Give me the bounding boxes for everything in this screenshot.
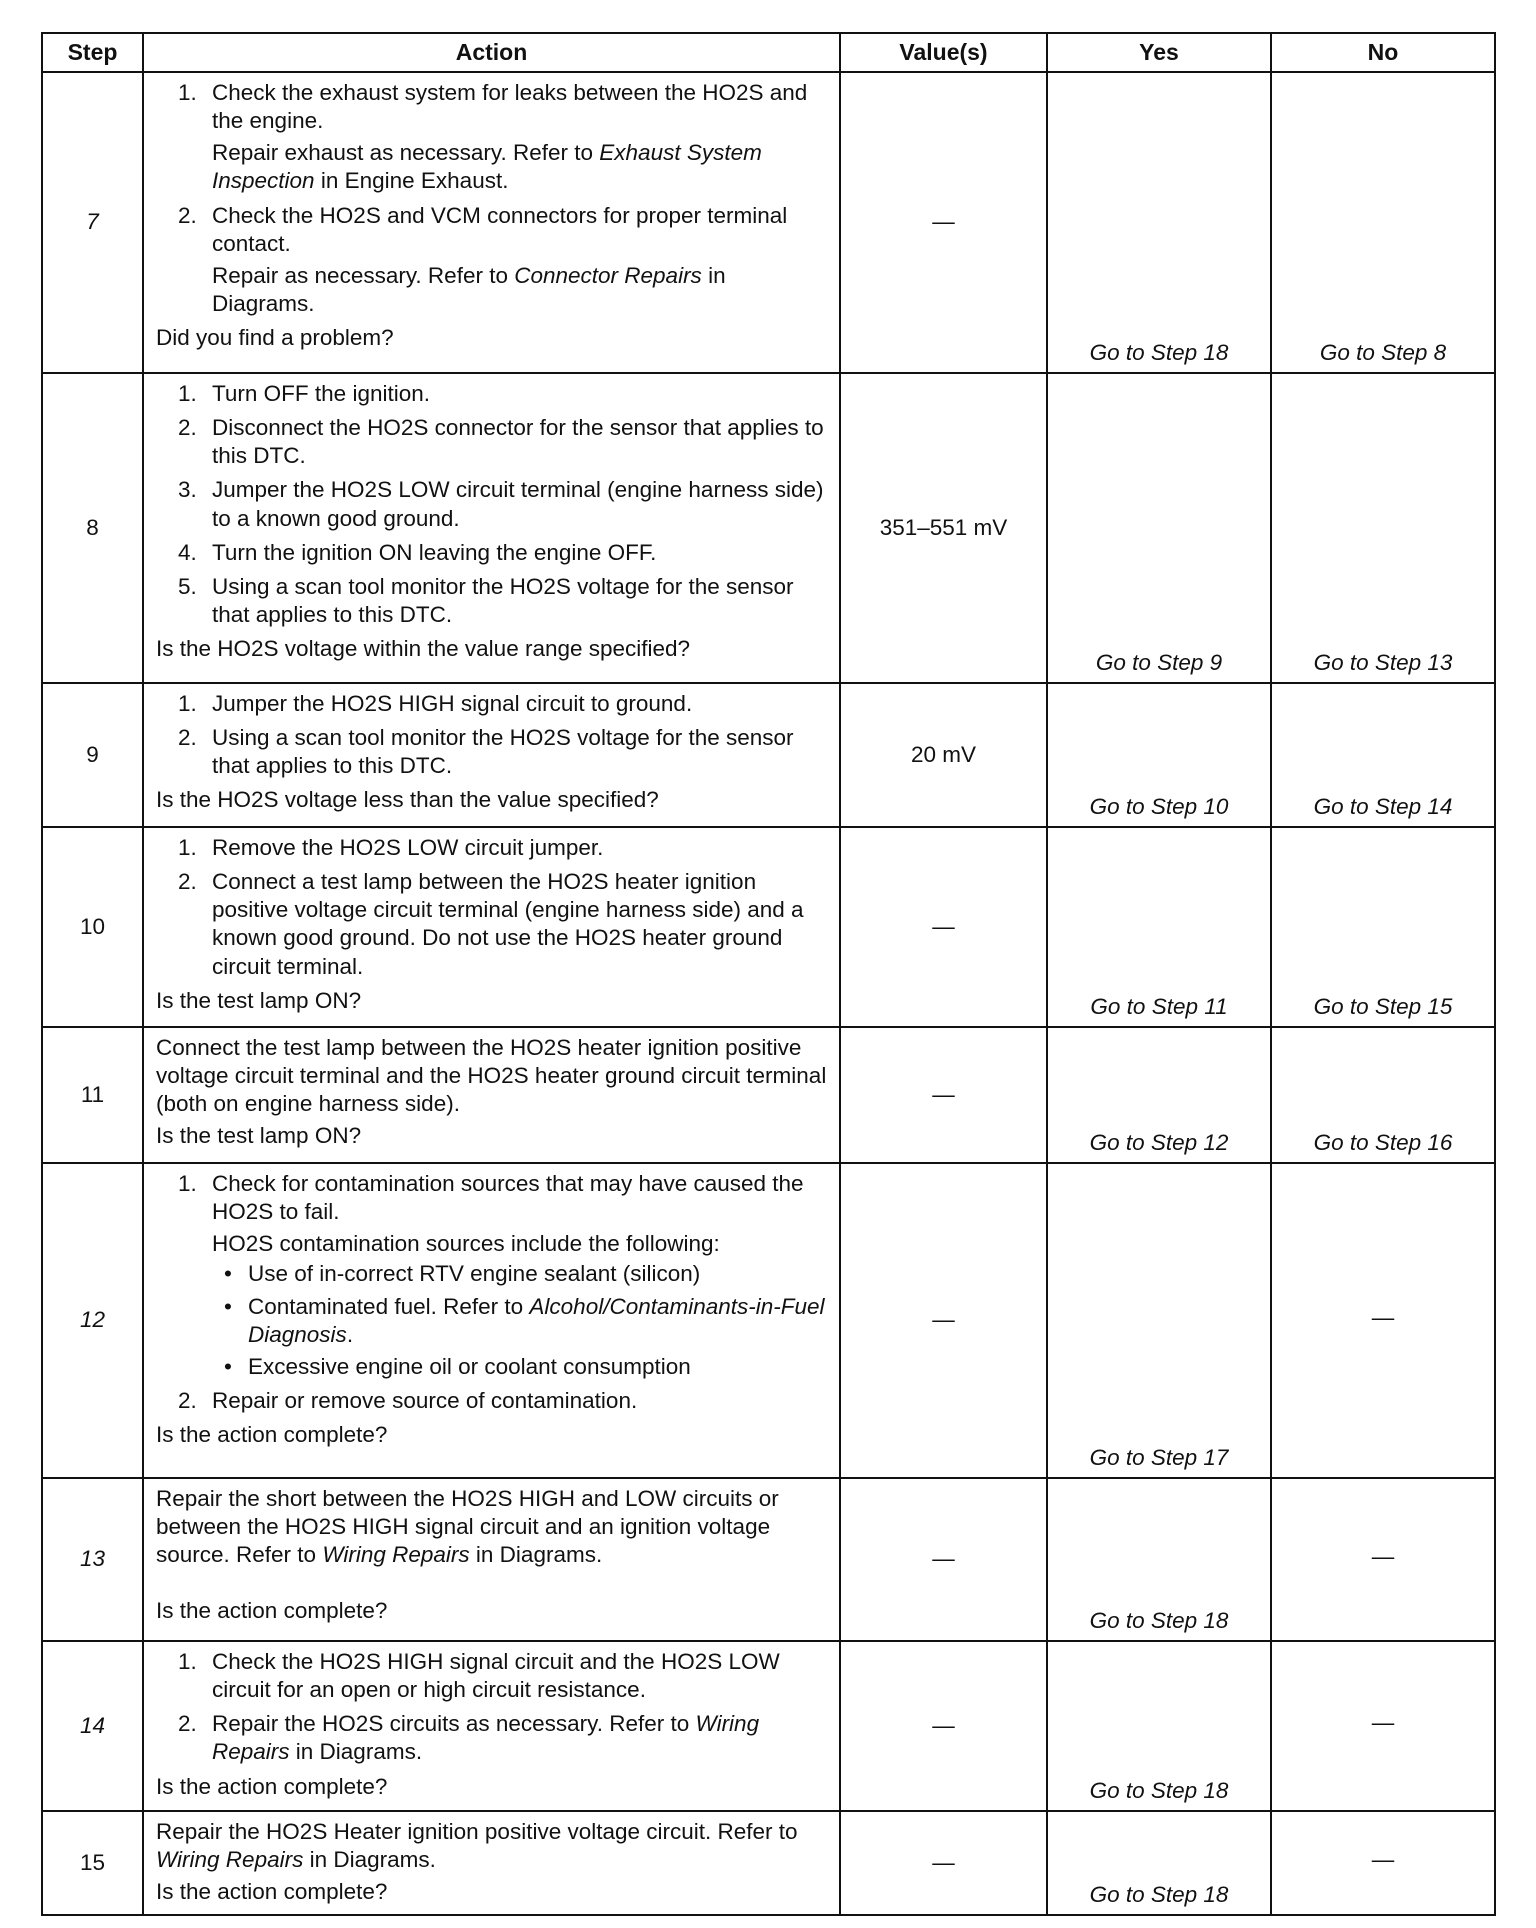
- yes-cell: Go to Step 18: [1047, 1478, 1271, 1641]
- step-row-15: [42, 1811, 1495, 1915]
- value-cell: —: [840, 1027, 1047, 1163]
- action-step-item: 1. Jumper the HO2S HIGH signal circuit to ground.: [178, 691, 693, 716]
- bullet-item: • Excessive engine oil or coolant consumption: [224, 1353, 691, 1379]
- action-cell: [143, 72, 840, 373]
- action-step-item: 2. Check the HO2S and VCM connectors for proper terminal contact. Repair as necessary. Refer to Connector Repairs in Diagrams.: [178, 202, 788, 316]
- value-cell: —: [840, 1811, 1047, 1915]
- header-step: Step: [42, 33, 143, 72]
- header-row: [42, 33, 1495, 72]
- action-step-item: 2. Using a scan tool monitor the HO2S voltage for the sensor that applies to this DTC.: [178, 725, 794, 779]
- step-row-14: [42, 1641, 1495, 1811]
- yes-cell: Go to Step 17: [1047, 1163, 1271, 1478]
- yes-cell: Go to Step 18: [1047, 1811, 1271, 1915]
- bullet-item: • Use of in-correct RTV engine sealant (silicon): [224, 1261, 701, 1287]
- step-number: 13: [42, 1478, 143, 1641]
- yes-cell: Go to Step 18: [1047, 72, 1271, 373]
- yes-cell: Go to Step 18: [1047, 1641, 1271, 1811]
- header-yes: Yes: [1047, 33, 1271, 72]
- action-text: Connect the test lamp between the HO2S heater ignition positive voltage circuit terminal and the HO2S heater ground circuit terminal (both on engine harness side).: [156, 1035, 827, 1117]
- action-cell: [143, 1163, 840, 1478]
- value-cell: —: [840, 72, 1047, 373]
- step-number: 10: [42, 827, 143, 1027]
- action-cell: [143, 827, 840, 1027]
- action-step-item: 2. Repair or remove source of contamination.: [178, 1387, 638, 1413]
- question: Is the HO2S voltage less than the value specified?: [156, 787, 659, 813]
- question: Did you find a problem?: [156, 325, 394, 350]
- action-cell: [143, 1478, 840, 1641]
- no-cell: Go to Step 14: [1271, 683, 1495, 827]
- action-step-item: 1. Check for contamination sources that may have caused the HO2S to fail. HO2S contamination sources include the following: • Use of in-correct RTV engine sealant (silicon) • Contaminated fuel. Refer to Alcohol/Contaminants-in-Fuel Diagnosis. • Excessive engine oil or coolant consumption: [156, 1170, 831, 1381]
- action-text: Repair the short between the HO2S HIGH and LOW circuits or between the HO2S HIGH signal circuit and an ignition voltage source. Refer to Wiring Repairs in Diagrams.: [156, 1486, 779, 1568]
- action-step-item: 1. Check the exhaust system for leaks between the HO2S and the engine. Repair exhaust as necessary. Refer to Exhaust System Inspection in Engine Exhaust.: [178, 80, 808, 194]
- value-cell: —: [840, 827, 1047, 1027]
- value-cell: 20 mV: [840, 683, 1047, 827]
- question: Is the action complete?: [156, 1773, 388, 1799]
- no-cell: Go to Step 15: [1271, 827, 1495, 1027]
- no-cell: Go to Step 13: [1271, 373, 1495, 683]
- value-cell: —: [840, 1641, 1047, 1811]
- step-row-9: [42, 683, 1495, 827]
- step-number: 9: [42, 683, 143, 827]
- no-cell: —: [1271, 1641, 1495, 1811]
- action-step-item: 3. Jumper the HO2S LOW circuit terminal (engine harness side) to a known good ground.: [178, 477, 824, 531]
- step-number: 14: [42, 1641, 143, 1811]
- diagnostic-table: [41, 32, 1496, 1916]
- question: Is the HO2S voltage within the value range specified?: [156, 636, 691, 661]
- header-action: Action: [143, 33, 840, 72]
- yes-cell: Go to Step 11: [1047, 827, 1271, 1027]
- yes-cell: Go to Step 12: [1047, 1027, 1271, 1163]
- step-number: 7: [42, 72, 143, 373]
- step-row-8: [42, 373, 1495, 683]
- question: Is the test lamp ON?: [156, 1123, 362, 1149]
- question: Is the action complete?: [156, 1879, 388, 1905]
- step-row-13: [42, 1478, 1495, 1641]
- no-cell: —: [1271, 1478, 1495, 1641]
- yes-cell: Go to Step 9: [1047, 373, 1271, 683]
- action-step-item: 1. Turn OFF the ignition.: [178, 381, 431, 406]
- step-number: 8: [42, 373, 143, 683]
- no-cell: —: [1271, 1811, 1495, 1915]
- bullet-item: • Contaminated fuel. Refer to Alcohol/Contaminants-in-Fuel Diagnosis.: [224, 1293, 825, 1347]
- header-values: Value(s): [840, 33, 1047, 72]
- header-no: No: [1271, 33, 1495, 72]
- action-cell: [143, 1027, 840, 1163]
- action-cell: [143, 373, 840, 683]
- step-row-10: [42, 827, 1495, 1027]
- no-cell: Go to Step 8: [1271, 72, 1495, 373]
- action-cell: [143, 683, 840, 827]
- yes-cell: Go to Step 10: [1047, 683, 1271, 827]
- value-cell: —: [840, 1478, 1047, 1641]
- action-text: Repair the HO2S Heater ignition positive voltage circuit. Refer to Wiring Repairs in Diagrams.: [156, 1819, 798, 1873]
- action-cell: [143, 1811, 840, 1915]
- step-number: 15: [42, 1811, 143, 1915]
- action-step-item: 1. Check the HO2S HIGH signal circuit and the HO2S LOW circuit for an open or high circuit resistance.: [178, 1649, 780, 1703]
- no-cell: —: [1271, 1163, 1495, 1478]
- action-step-item: 5. Using a scan tool monitor the HO2S voltage for the sensor that applies to this DTC.: [178, 573, 794, 627]
- no-cell: Go to Step 16: [1271, 1027, 1495, 1163]
- step-number: 12: [42, 1163, 143, 1478]
- step-number: 11: [42, 1027, 143, 1163]
- action-step-item: 2. Repair the HO2S circuits as necessary. Refer to Wiring Repairs in Diagrams.: [178, 1711, 760, 1765]
- step-row-11: [42, 1027, 1495, 1163]
- question: Is the test lamp ON?: [156, 987, 362, 1013]
- contamination-list: [212, 1260, 831, 1381]
- step-row-7: [42, 72, 1495, 373]
- action-cell: [143, 1641, 840, 1811]
- value-cell: —: [840, 1163, 1047, 1478]
- question: Is the action complete?: [156, 1598, 388, 1624]
- action-step-item: 1. Remove the HO2S LOW circuit jumper.: [178, 835, 604, 860]
- action-step-item: 2. Connect a test lamp between the HO2S heater ignition positive voltage circuit terminal (engine harness side) and a known good ground. Do not use the HO2S heater ground circuit terminal.: [178, 869, 804, 979]
- action-step-item: 2. Disconnect the HO2S connector for the sensor that applies to this DTC.: [178, 415, 824, 469]
- question: Is the action complete?: [156, 1422, 388, 1447]
- step-row-12: [42, 1163, 1495, 1478]
- action-step-item: 4. Turn the ignition ON leaving the engine OFF.: [178, 539, 657, 565]
- value-cell: 351–551 mV: [840, 373, 1047, 683]
